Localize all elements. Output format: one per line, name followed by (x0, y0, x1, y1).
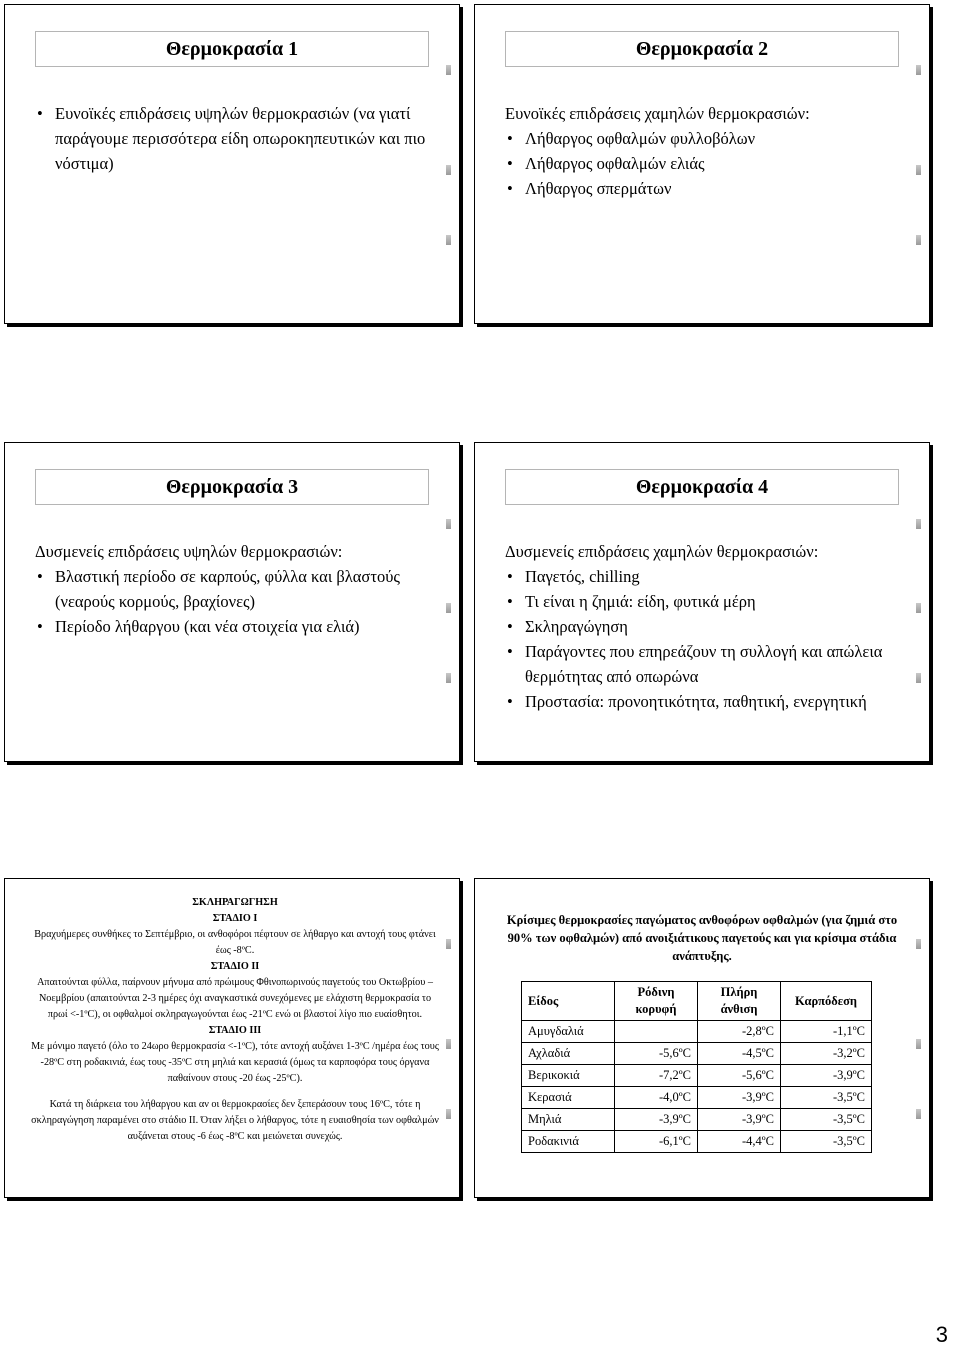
slide-title: Θερμοκρασία 4 (505, 469, 899, 505)
slide-intro: Δυσμενείς επιδράσεις χαμηλών θερμοκρασιών: (505, 542, 819, 561)
slide-body (505, 101, 905, 201)
species-cell: Βερικοκιά (522, 1065, 615, 1087)
slide-5 (4, 878, 460, 1198)
stage-text: Με μόνιμο παγετό (όλο το 24ωρο θερμοκρασία <-1ºC), τότε αντοχή αυξάνει 1-3ºC /ημέρα έως τους -28ºC στη ροδακινιά, έως τους -35ºC στη μηλιά και κερασιά (όμως τα καρποφόρα τους όργανα παθαίνουν στους -20 έως -25ºC). (31, 1041, 439, 1084)
value-cell: -3,9ºC (698, 1109, 781, 1131)
value-cell: -3,9ºC (781, 1065, 872, 1087)
hardening-text (29, 895, 441, 1145)
slide-1 (4, 4, 460, 324)
table-row (522, 1109, 872, 1131)
slide-scroll-marks (911, 443, 921, 761)
value-cell: -3,5ºC (781, 1087, 872, 1109)
bullet-item: • Λήθαργος οφθαλμών φυλλοβόλων (505, 126, 905, 151)
species-cell: Αμυγδαλιά (522, 1021, 615, 1043)
species-cell: Μηλιά (522, 1109, 615, 1131)
species-cell: Κερασιά (522, 1087, 615, 1109)
table-row (522, 1087, 872, 1109)
header-cell: Ρόδινη κορυφή (615, 982, 698, 1021)
header-cell: Καρπόδεση (781, 982, 872, 1021)
slide-scroll-marks (911, 5, 921, 323)
slide-scroll-marks (441, 5, 451, 323)
bullet-item: • Παράγοντες που επηρεάζουν τη συλλογή και απώλεια θερμότητας από οπωρώνα (505, 639, 905, 689)
stage-text: Βραχυήμερες συνθήκες το Σεπτέμβριο, οι ανθοφόροι πέφτουν σε λήθαργο και αντοχή τους φτάνει έως -8ºC. (34, 929, 436, 956)
table-row (522, 1021, 872, 1043)
slide-scroll-marks (911, 879, 921, 1197)
table-header-row (522, 982, 872, 1021)
bullet-item: • Λήθαργος σπερμάτων (505, 176, 905, 201)
slide-intro: Δυσμενείς επιδράσεις υψηλών θερμοκρασιών: (35, 542, 343, 561)
slide-intro: Ευνοϊκές επιδράσεις χαμηλών θερμοκρασιών: (505, 104, 810, 123)
slide-scroll-marks (441, 443, 451, 761)
bullet-item: • Λήθαργος οφθαλμών ελιάς (505, 151, 905, 176)
table-row (522, 1065, 872, 1087)
bullet-item: • Ευνοϊκές επιδράσεις υψηλών θερμοκρασιών (να γιατί παράγουμε περισσότερα είδη οπωροκηπευτικών και πιο νόστιμα) (35, 101, 435, 176)
value-cell: -4,0ºC (615, 1087, 698, 1109)
slide-body (35, 101, 435, 176)
value-cell: -1,1ºC (781, 1021, 872, 1043)
bullet-list (505, 564, 905, 714)
slide-title: Θερμοκρασία 3 (35, 469, 429, 505)
stage-text: Απαιτούνται φύλλα, παίρνουν μήνυμα από πρώιμους Φθινοπωρινούς παγετούς του Οκτωβρίου – Νοεμβρίου (απαιτούνται 2-3 ημέρες όχι αναγκαστικά συνεχόμενες με ελάχιστη θερμοκρασία το πρωί <-1ºC), οι οφθαλμοί σκληραγωγούνται έως -21ºC ενώ οι βλαστοί λίγο πιο ευαίσθητοι. (37, 977, 433, 1020)
value-cell: -4,4ºC (698, 1131, 781, 1153)
slide-body (35, 539, 435, 639)
slide-4 (474, 442, 930, 762)
value-cell: -5,6ºC (698, 1065, 781, 1087)
value-cell: -3,5ºC (781, 1109, 872, 1131)
table-row (522, 1043, 872, 1065)
stage-title: ΣΤΑΔΙΟ Ι (212, 913, 258, 924)
bullet-item: • Βλαστική περίοδο σε καρπούς, φύλλα και βλαστούς (νεαρούς κορμούς, βραχίονες) (35, 564, 435, 614)
value-cell: -5,6ºC (615, 1043, 698, 1065)
value-cell: -6,1ºC (615, 1131, 698, 1153)
bullet-item: • Τι είναι η ζημιά: είδη, φυτικά μέρη (505, 589, 905, 614)
value-cell: -3,2ºC (781, 1043, 872, 1065)
value-cell: -4,5ºC (698, 1043, 781, 1065)
bullet-item: • Παγετός, chilling (505, 564, 905, 589)
table-row (522, 1131, 872, 1153)
bullet-list (505, 126, 905, 201)
slide-2 (474, 4, 930, 324)
slide-title: Θερμοκρασία 2 (505, 31, 899, 67)
stage-title: ΣΤΑΔΙΟ ΙΙΙ (208, 1025, 262, 1036)
header-cell: Πλήρη άνθιση (698, 982, 781, 1021)
bullet-item: • Σκληραγώγηση (505, 614, 905, 639)
slide-3 (4, 442, 460, 762)
slide-scroll-marks (441, 879, 451, 1197)
closing-text: Κατά τη διάρκεια του λήθαργου και αν οι θερμοκρασίες δεν ξεπεράσουν τους 16ºC, τότε η σκληραγώγηση παραμένει στο στάδιο ΙΙ. Όταν λήξει ο λήθαργος, τότε η ευαισθησία των οφθαλμών αυξάνεται στους -6 έως -8ºC και μειώνεται συνεχώς. (31, 1099, 439, 1142)
value-cell: -3,9ºC (698, 1087, 781, 1109)
table-title: Κρίσιμες θερμοκρασίες παγώματος ανθοφόρων οφθαλμών (για ζημιά στο 90% των οφθαλμών) από ανοιξιάτικους παγετούς και για κρίσιμα στάδια ανάπτυξης. (506, 913, 898, 963)
section-heading: ΣΚΛΗΡΑΓΩΓΗΣΗ (192, 897, 278, 908)
page-number: 3 (935, 1322, 948, 1347)
value-cell: -3,9ºC (615, 1109, 698, 1131)
bullet-list (35, 564, 435, 639)
value-cell: -3,5ºC (781, 1131, 872, 1153)
value-cell (615, 1021, 698, 1043)
value-cell: -2,8ºC (698, 1021, 781, 1043)
bullet-list (35, 101, 435, 176)
critical-temperature-table (521, 981, 872, 1153)
bullet-item: • Περίοδο λήθαργου (και νέα στοιχεία για ελιά) (35, 614, 435, 639)
stage-title: ΣΤΑΔΙΟ ΙΙ (210, 961, 260, 972)
slide-body (505, 539, 905, 714)
slide-6 (474, 878, 930, 1198)
value-cell: -7,2ºC (615, 1065, 698, 1087)
header-cell: Είδος (522, 982, 615, 1021)
bullet-item: • Προστασία: προνοητικότητα, παθητική, ενεργητική (505, 689, 905, 714)
species-cell: Αχλαδιά (522, 1043, 615, 1065)
species-cell: Ροδακινιά (522, 1131, 615, 1153)
slide-title: Θερμοκρασία 1 (35, 31, 429, 67)
